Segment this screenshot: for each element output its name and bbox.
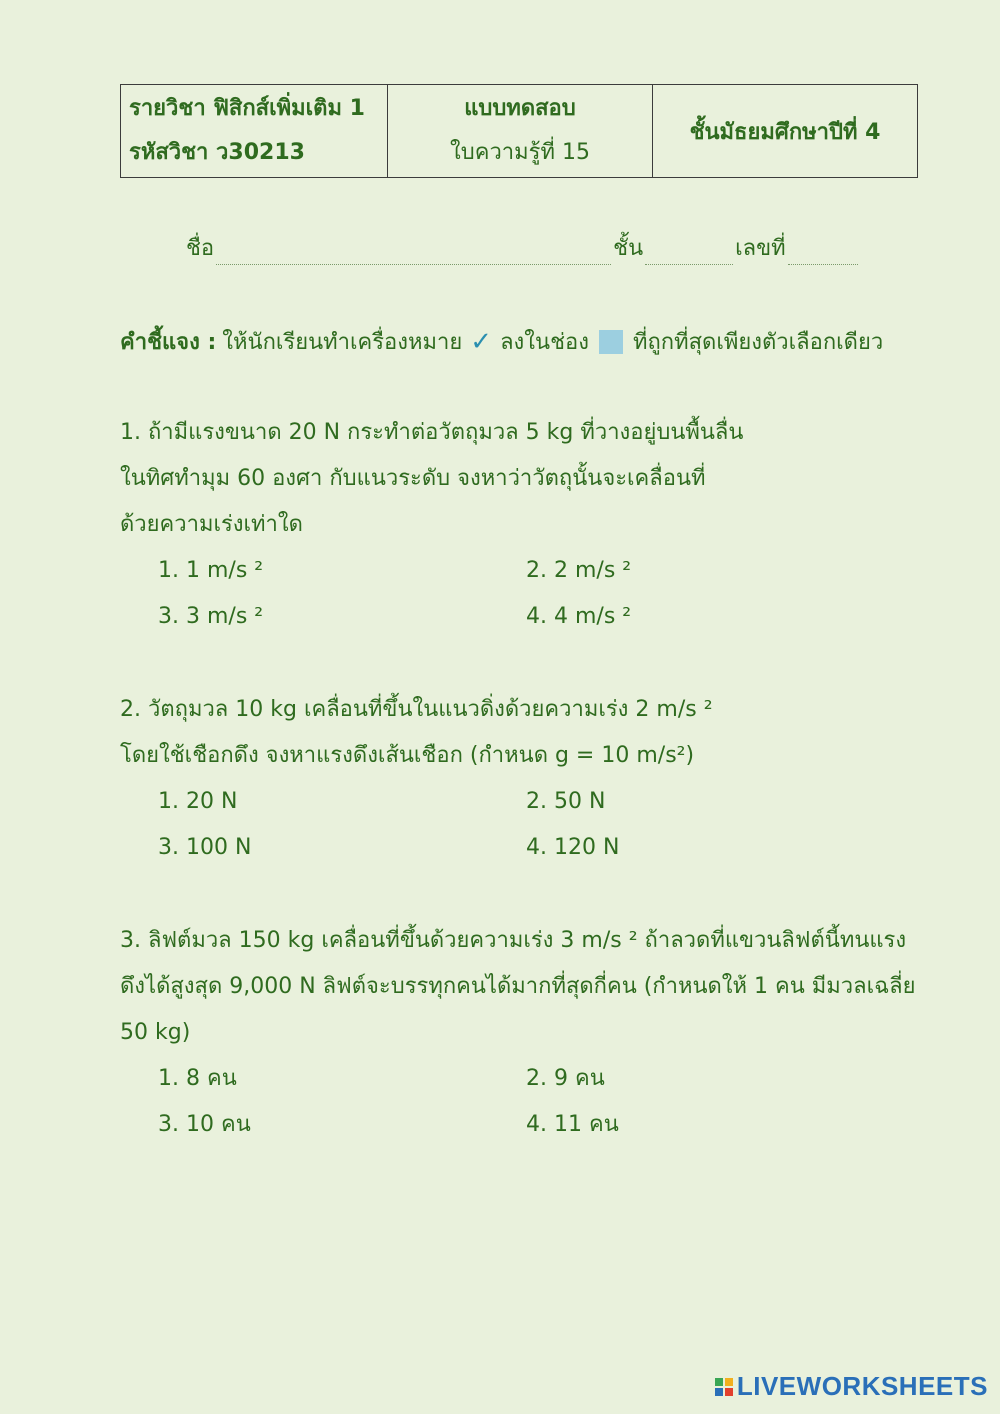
checkbox-icon <box>599 330 623 354</box>
instructions-text-after: ที่ถูกที่สุดเพียงตัวเลือกเดียว <box>632 330 884 355</box>
question-line: 1. ถ้ามีแรงขนาด 20 N กระทำต่อวัตถุมวล 5 kg ที่วางอยู่บนพื้นลื่น <box>120 420 744 445</box>
name-field[interactable] <box>216 236 611 265</box>
class-label: ชั้น <box>613 236 644 261</box>
page-subtitle: ใบความรู้ที่ 15 <box>450 140 590 165</box>
answer-option[interactable]: 4. 120 N <box>526 835 620 860</box>
title-cell <box>388 85 653 178</box>
answer-option[interactable]: 1. 20 N <box>158 789 238 814</box>
question-line: ดึงได้สูงสุด 9,000 N ลิฟต์จะบรรทุกคนได้มากที่สุดกี่คน (กำหนดให้ 1 คน มีมวลเฉลี่ย <box>120 974 916 999</box>
answer-option[interactable]: 1. 8 คน <box>158 1066 237 1091</box>
question-3 <box>120 918 920 1148</box>
instructions-text-before: ให้นักเรียนทำเครื่องหมาย <box>222 330 463 355</box>
options <box>120 779 920 871</box>
header-table <box>120 84 918 178</box>
subject-cell <box>121 85 388 178</box>
options <box>120 1056 920 1148</box>
answer-option[interactable]: 2. 9 คน <box>526 1066 605 1091</box>
options <box>120 548 920 640</box>
question-1 <box>120 410 920 640</box>
student-info-row <box>186 230 860 265</box>
instructions-text-middle: ลงในช่อง <box>500 330 589 355</box>
number-field[interactable] <box>788 236 858 265</box>
answer-option[interactable]: 1. 1 m/s ² <box>158 558 264 583</box>
instructions <box>120 324 883 359</box>
footer-brand <box>715 1371 988 1402</box>
name-label: ชื่อ <box>186 236 215 261</box>
answer-option[interactable]: 4. 4 m/s ² <box>526 604 632 629</box>
answer-option[interactable]: 3. 10 คน <box>158 1112 251 1137</box>
question-line: ด้วยความเร่งเท่าใด <box>120 512 303 537</box>
page-title: แบบทดสอบ <box>464 96 576 121</box>
number-label: เลขที่ <box>735 236 786 261</box>
check-icon: ✓ <box>470 326 493 357</box>
question-line: 3. ลิฟต์มวล 150 kg เคลื่อนที่ขึ้นด้วยความเร่ง 3 m/s ² ถ้าลวดที่แขวนลิฟต์นี้ทนแรง <box>120 928 907 953</box>
question-line: ในทิศทำมุม 60 องศา กับแนวระดับ จงหาว่าวัตถุนั้นจะเคลื่อนที่ <box>120 466 706 491</box>
answer-option[interactable]: 4. 11 คน <box>526 1112 619 1137</box>
grade-cell: ชั้นมัธยมศึกษาปีที่ 4 <box>653 85 918 178</box>
brand-logo[interactable]: LIVEWORKSHEETS <box>736 1371 988 1401</box>
logo-icon <box>715 1378 733 1396</box>
answer-option[interactable]: 3. 100 N <box>158 835 252 860</box>
question-line: 2. วัตถุมวล 10 kg เคลื่อนที่ขึ้นในแนวดิ่งด้วยความเร่ง 2 m/s ² <box>120 697 713 722</box>
instructions-label: คำชี้แจง : <box>120 330 217 355</box>
subject-name: รายวิชา ฟิสิกส์เพิ่มเติม 1 <box>129 96 365 121</box>
answer-option[interactable]: 2. 2 m/s ² <box>526 558 632 583</box>
class-field[interactable] <box>645 236 733 265</box>
question-2 <box>120 687 920 871</box>
question-line: โดยใช้เชือกดึง จงหาแรงดึงเส้นเชือก (กำหนด g = 10 m/s²) <box>120 743 695 768</box>
subject-code: รหัสวิชา ว30213 <box>129 140 305 165</box>
answer-option[interactable]: 2. 50 N <box>526 789 606 814</box>
answer-option[interactable]: 3. 3 m/s ² <box>158 604 264 629</box>
question-line: 50 kg) <box>120 1020 191 1045</box>
